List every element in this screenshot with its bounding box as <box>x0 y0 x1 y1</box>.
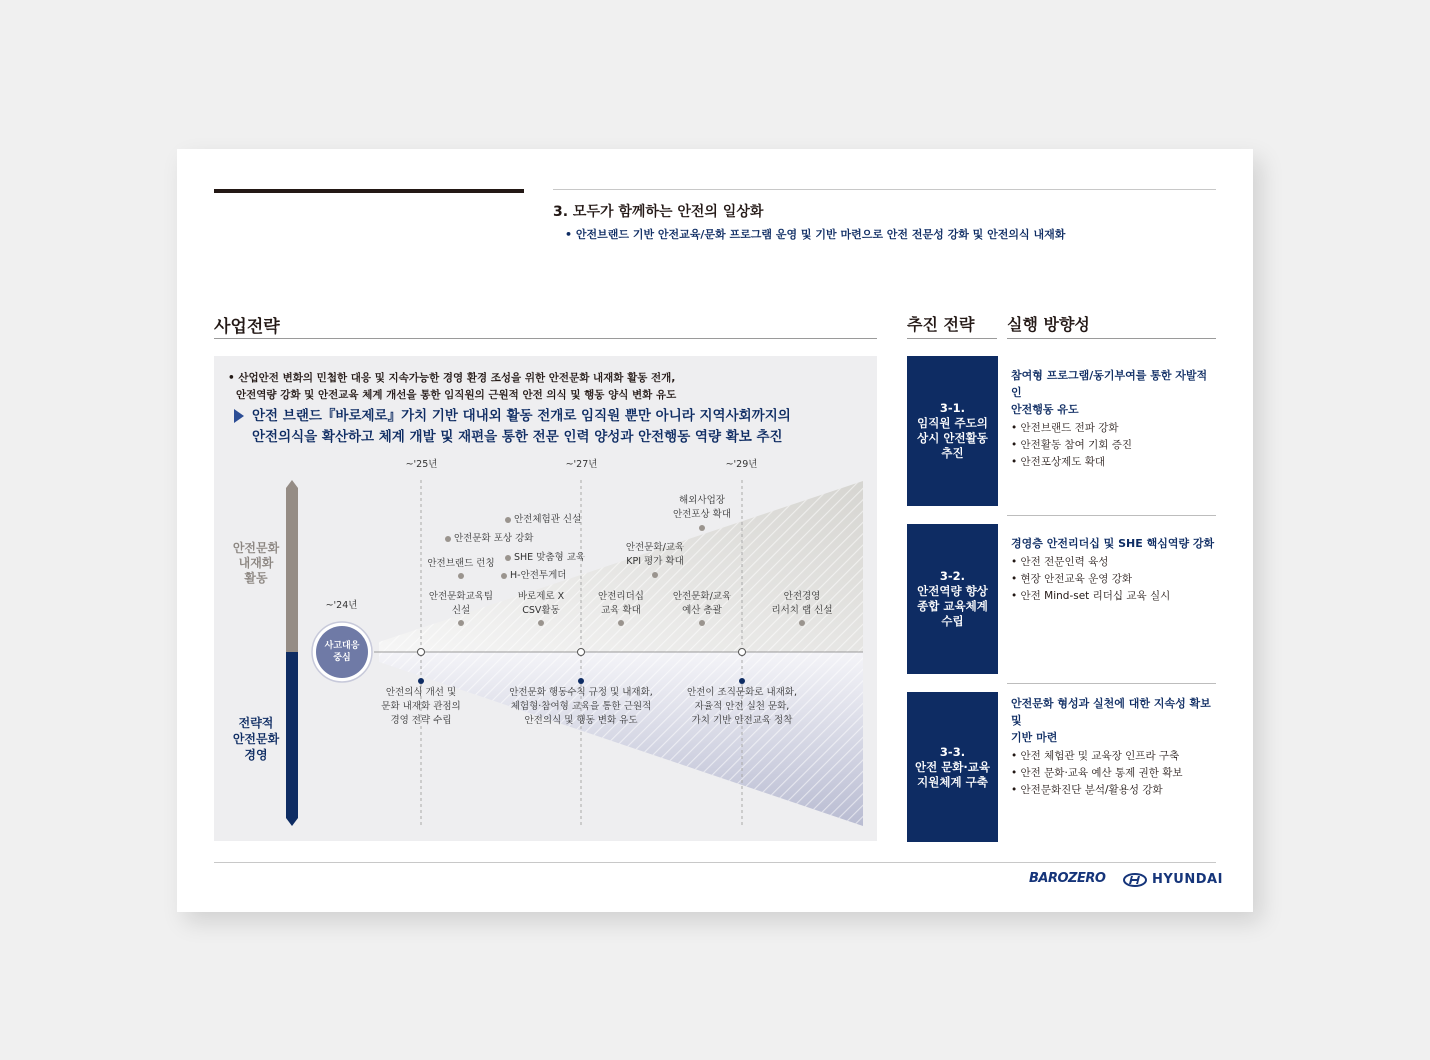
year-marker-29 <box>739 649 746 656</box>
upper-item-text: 안전포상 확대 <box>672 509 732 520</box>
upper-item-text: 안전리더십 <box>598 591 644 602</box>
upper-item <box>581 590 661 618</box>
strategy-box-text: 지원체계 구축 <box>917 774 988 789</box>
lower-item <box>366 686 476 728</box>
side-label-bottom-line: 안전문화 <box>232 732 280 746</box>
upper-item-text: CSV활동 <box>522 605 560 616</box>
dot-upper <box>699 620 705 626</box>
lower-item-text: 안전문화 행동수칙 규정 및 내재화, <box>509 687 653 698</box>
direction-heading-rule <box>1007 338 1216 339</box>
left-heading: 사업전략 <box>214 317 280 337</box>
section-title: 3. 모두가 함께하는 안전의 일상화 <box>553 204 764 220</box>
direction-block-1 <box>1011 367 1216 471</box>
direction-title-line: 안전행동 유도 <box>1011 403 1079 416</box>
lower-item-text: 안전이 조직문화로 내재화, <box>686 687 797 698</box>
upper-item-text: 신설 <box>451 605 471 616</box>
upper-item <box>421 590 501 618</box>
dot-lower <box>739 678 745 684</box>
dot-upper <box>501 573 507 579</box>
direction-title-line: 안전문화 형성과 실천에 대한 지속성 확보 및 <box>1011 697 1211 727</box>
dot-upper <box>538 620 544 626</box>
upper-item <box>662 590 742 618</box>
side-label-top <box>228 541 284 586</box>
dot-upper <box>505 555 511 561</box>
upper-item-text: 안전경영 <box>783 591 821 602</box>
direction-item: • 안전활동 참여 기회 증진 <box>1011 439 1132 451</box>
lower-item <box>672 686 812 728</box>
direction-item: • 안전브랜드 전파 강화 <box>1011 422 1119 434</box>
dot-upper <box>799 620 805 626</box>
dot-upper <box>652 572 658 578</box>
lower-item <box>496 686 666 728</box>
strategy-emphasis-line1: 안전 브랜드『바로제로』가치 기반 대내외 활동 전개로 임직원 뿐만 아니라 지역사회까지의 <box>252 408 791 424</box>
dot-upper <box>445 536 451 542</box>
upper-item <box>662 494 742 522</box>
strategy-box-text: 상시 안전활동 <box>917 431 988 445</box>
upper-item <box>615 541 695 569</box>
upper-item-text: 안전문화교육팀 <box>428 591 494 602</box>
top-accent-bar <box>214 189 524 193</box>
left-heading-rule <box>214 338 877 339</box>
dot-upper <box>458 620 464 626</box>
dot-upper <box>699 525 705 531</box>
upper-item-text: 해외사업장 <box>679 495 725 506</box>
upper-item <box>501 590 581 618</box>
side-label-top-line: 내재화 <box>238 556 274 570</box>
lower-item-text: 안전의식 개선 및 <box>385 687 457 698</box>
side-label-top-line: 안전문화 <box>232 541 280 555</box>
strategy-emphasis-line2: 안전의식을 확산하고 체계 개발 및 재편을 통한 전문 인력 양성과 안전행동 역량 확보 추진 <box>252 429 783 445</box>
hyundai-logo-text: HYUNDAI <box>1152 872 1223 887</box>
lower-item-text: 경영 전략 수립 <box>390 715 452 726</box>
direction-item: • 안전 체험관 및 교육장 인프라 구축 <box>1011 750 1180 762</box>
upper-item-text: 안전문화 포상 강화 <box>454 533 534 544</box>
upper-item <box>454 532 533 546</box>
year-label-29: ~'29년 <box>725 459 758 470</box>
barozero-logo: BAROZERO <box>1029 871 1106 886</box>
upper-item <box>510 569 566 583</box>
lower-item-text: 체험형·참여형 교육을 통한 근원적 <box>510 701 652 712</box>
strategy-box-text: 안전 문화·교육 <box>914 759 991 774</box>
row-separator <box>1007 683 1216 684</box>
dot-lower <box>578 678 584 684</box>
lower-item-text: 안전의식 및 행동 변화 유도 <box>524 715 638 726</box>
lower-item-text: 가치 기반 안전교육 정착 <box>691 715 793 726</box>
dot-upper <box>458 573 464 579</box>
strategy-bullet-line1: • 산업안전 변화의 민첩한 대응 및 지속가능한 경영 환경 조성을 위한 안전문화 내재화 활동 전개, <box>228 372 676 384</box>
upper-item-text: 리서치 랩 신설 <box>771 605 833 616</box>
top-divider <box>553 189 1216 190</box>
upper-item <box>514 513 581 527</box>
hyundai-emblem-icon <box>1123 873 1147 887</box>
upper-item-text: 바로제로 X <box>517 591 565 602</box>
lower-item-text: 자율적 안전 실천 문화, <box>694 701 790 712</box>
upper-item-text: 안전브랜드 런칭 <box>427 558 495 569</box>
upper-item-text: SHE 맞춤형 교육 <box>514 552 586 563</box>
strategy-box-3-3 <box>907 692 998 842</box>
strategy-heading-rule <box>907 338 997 339</box>
direction-block-3 <box>1011 695 1216 799</box>
dot-upper <box>618 620 624 626</box>
side-label-bottom-line: 전략적 <box>238 716 274 730</box>
year-marker-27 <box>578 649 585 656</box>
hyundai-logo <box>1123 872 1223 887</box>
start-circle-label-line: 사고대응 <box>324 641 360 651</box>
upper-item-text: 안전문화/교육 <box>625 542 685 553</box>
section-subtitle: • 안전브랜드 기반 안전교육/문화 프로그램 운영 및 기반 마련으로 안전 전문성 강화 및 안전의식 내재화 <box>565 228 1066 241</box>
side-label-top-line: 활동 <box>244 571 268 585</box>
strategy-box-text: 추진 <box>941 446 964 460</box>
start-year-label: ~'24년 <box>325 600 358 611</box>
direction-item: • 안전문화진단 분석/활용성 강화 <box>1011 784 1163 796</box>
start-circle-label-line: 중심 <box>333 653 351 663</box>
direction-title <box>1011 695 1216 746</box>
direction-item: • 안전 전문인력 육성 <box>1011 556 1109 568</box>
strategy-box-text: 안전역량 향상 <box>917 584 988 598</box>
strategy-box-text: 임직원 주도의 <box>917 416 988 430</box>
start-circle-label <box>317 640 367 664</box>
upper-item <box>421 557 501 571</box>
upper-item-text: 예산 총괄 <box>682 605 722 616</box>
strategy-box-text: 종합 교육체계 <box>917 599 988 613</box>
strategy-box-text: 3-2. <box>939 569 966 583</box>
direction-title-line: 경영층 안전리더십 및 SHE 핵심역량 강화 <box>1011 537 1215 550</box>
strategy-heading: 추진 전략 <box>907 315 975 334</box>
strategy-box-text: 수립 <box>941 614 964 628</box>
strategy-box-3-1 <box>907 356 998 506</box>
side-label-bottom <box>228 715 284 763</box>
direction-title-line: 기반 마련 <box>1011 731 1058 744</box>
strategy-box-text: 3-1. <box>939 401 966 415</box>
direction-block-2 <box>1011 535 1216 605</box>
footer-divider <box>214 862 1216 863</box>
direction-title <box>1011 367 1216 418</box>
lower-item-text: 문화 내재화 관점의 <box>381 701 461 712</box>
side-bar-bottom <box>286 652 298 826</box>
upper-item <box>514 551 585 565</box>
upper-item-text: 안전문화/교육 <box>672 591 732 602</box>
side-label-bottom-line: 경영 <box>244 748 268 762</box>
direction-title <box>1011 535 1216 552</box>
strategy-box-text: 3-3. <box>939 744 966 759</box>
upper-item <box>762 590 842 618</box>
direction-item: • 현장 안전교육 운영 강화 <box>1011 573 1132 585</box>
upper-item-text: H-안전투게더 <box>510 570 567 581</box>
upper-item-text: 안전체험관 신설 <box>514 514 582 525</box>
upper-item-text: KPI 평가 확대 <box>626 556 684 567</box>
strategy-bullet-line2: 안전역량 강화 및 안전교육 체계 개선을 통한 임직원의 근원적 안전 의식 및 행동 양식 변화 유도 <box>236 389 677 401</box>
direction-title-line: 참여형 프로그램/동기부여를 통한 자발적인 <box>1011 369 1208 399</box>
upper-item-text: 교육 확대 <box>601 605 641 616</box>
direction-heading: 실행 방향성 <box>1007 315 1090 334</box>
direction-item: • 안전 문화·교육 예산 통제 권한 확보 <box>1011 767 1183 779</box>
dot-lower <box>418 678 424 684</box>
year-label-27: ~'27년 <box>565 459 598 470</box>
dot-upper <box>505 517 511 523</box>
side-bar-top <box>286 480 298 652</box>
direction-item: • 안전 Mind-set 리더십 교육 실시 <box>1011 590 1171 602</box>
strategy-box-3-2 <box>907 524 998 674</box>
strategy-panel <box>214 356 877 841</box>
document-page <box>177 149 1253 912</box>
year-label-25: ~'25년 <box>405 459 438 470</box>
lower-wedge-hatch <box>379 652 863 826</box>
direction-item: • 안전포상제도 확대 <box>1011 456 1106 468</box>
year-marker-25 <box>418 649 425 656</box>
row-separator <box>1007 515 1216 516</box>
